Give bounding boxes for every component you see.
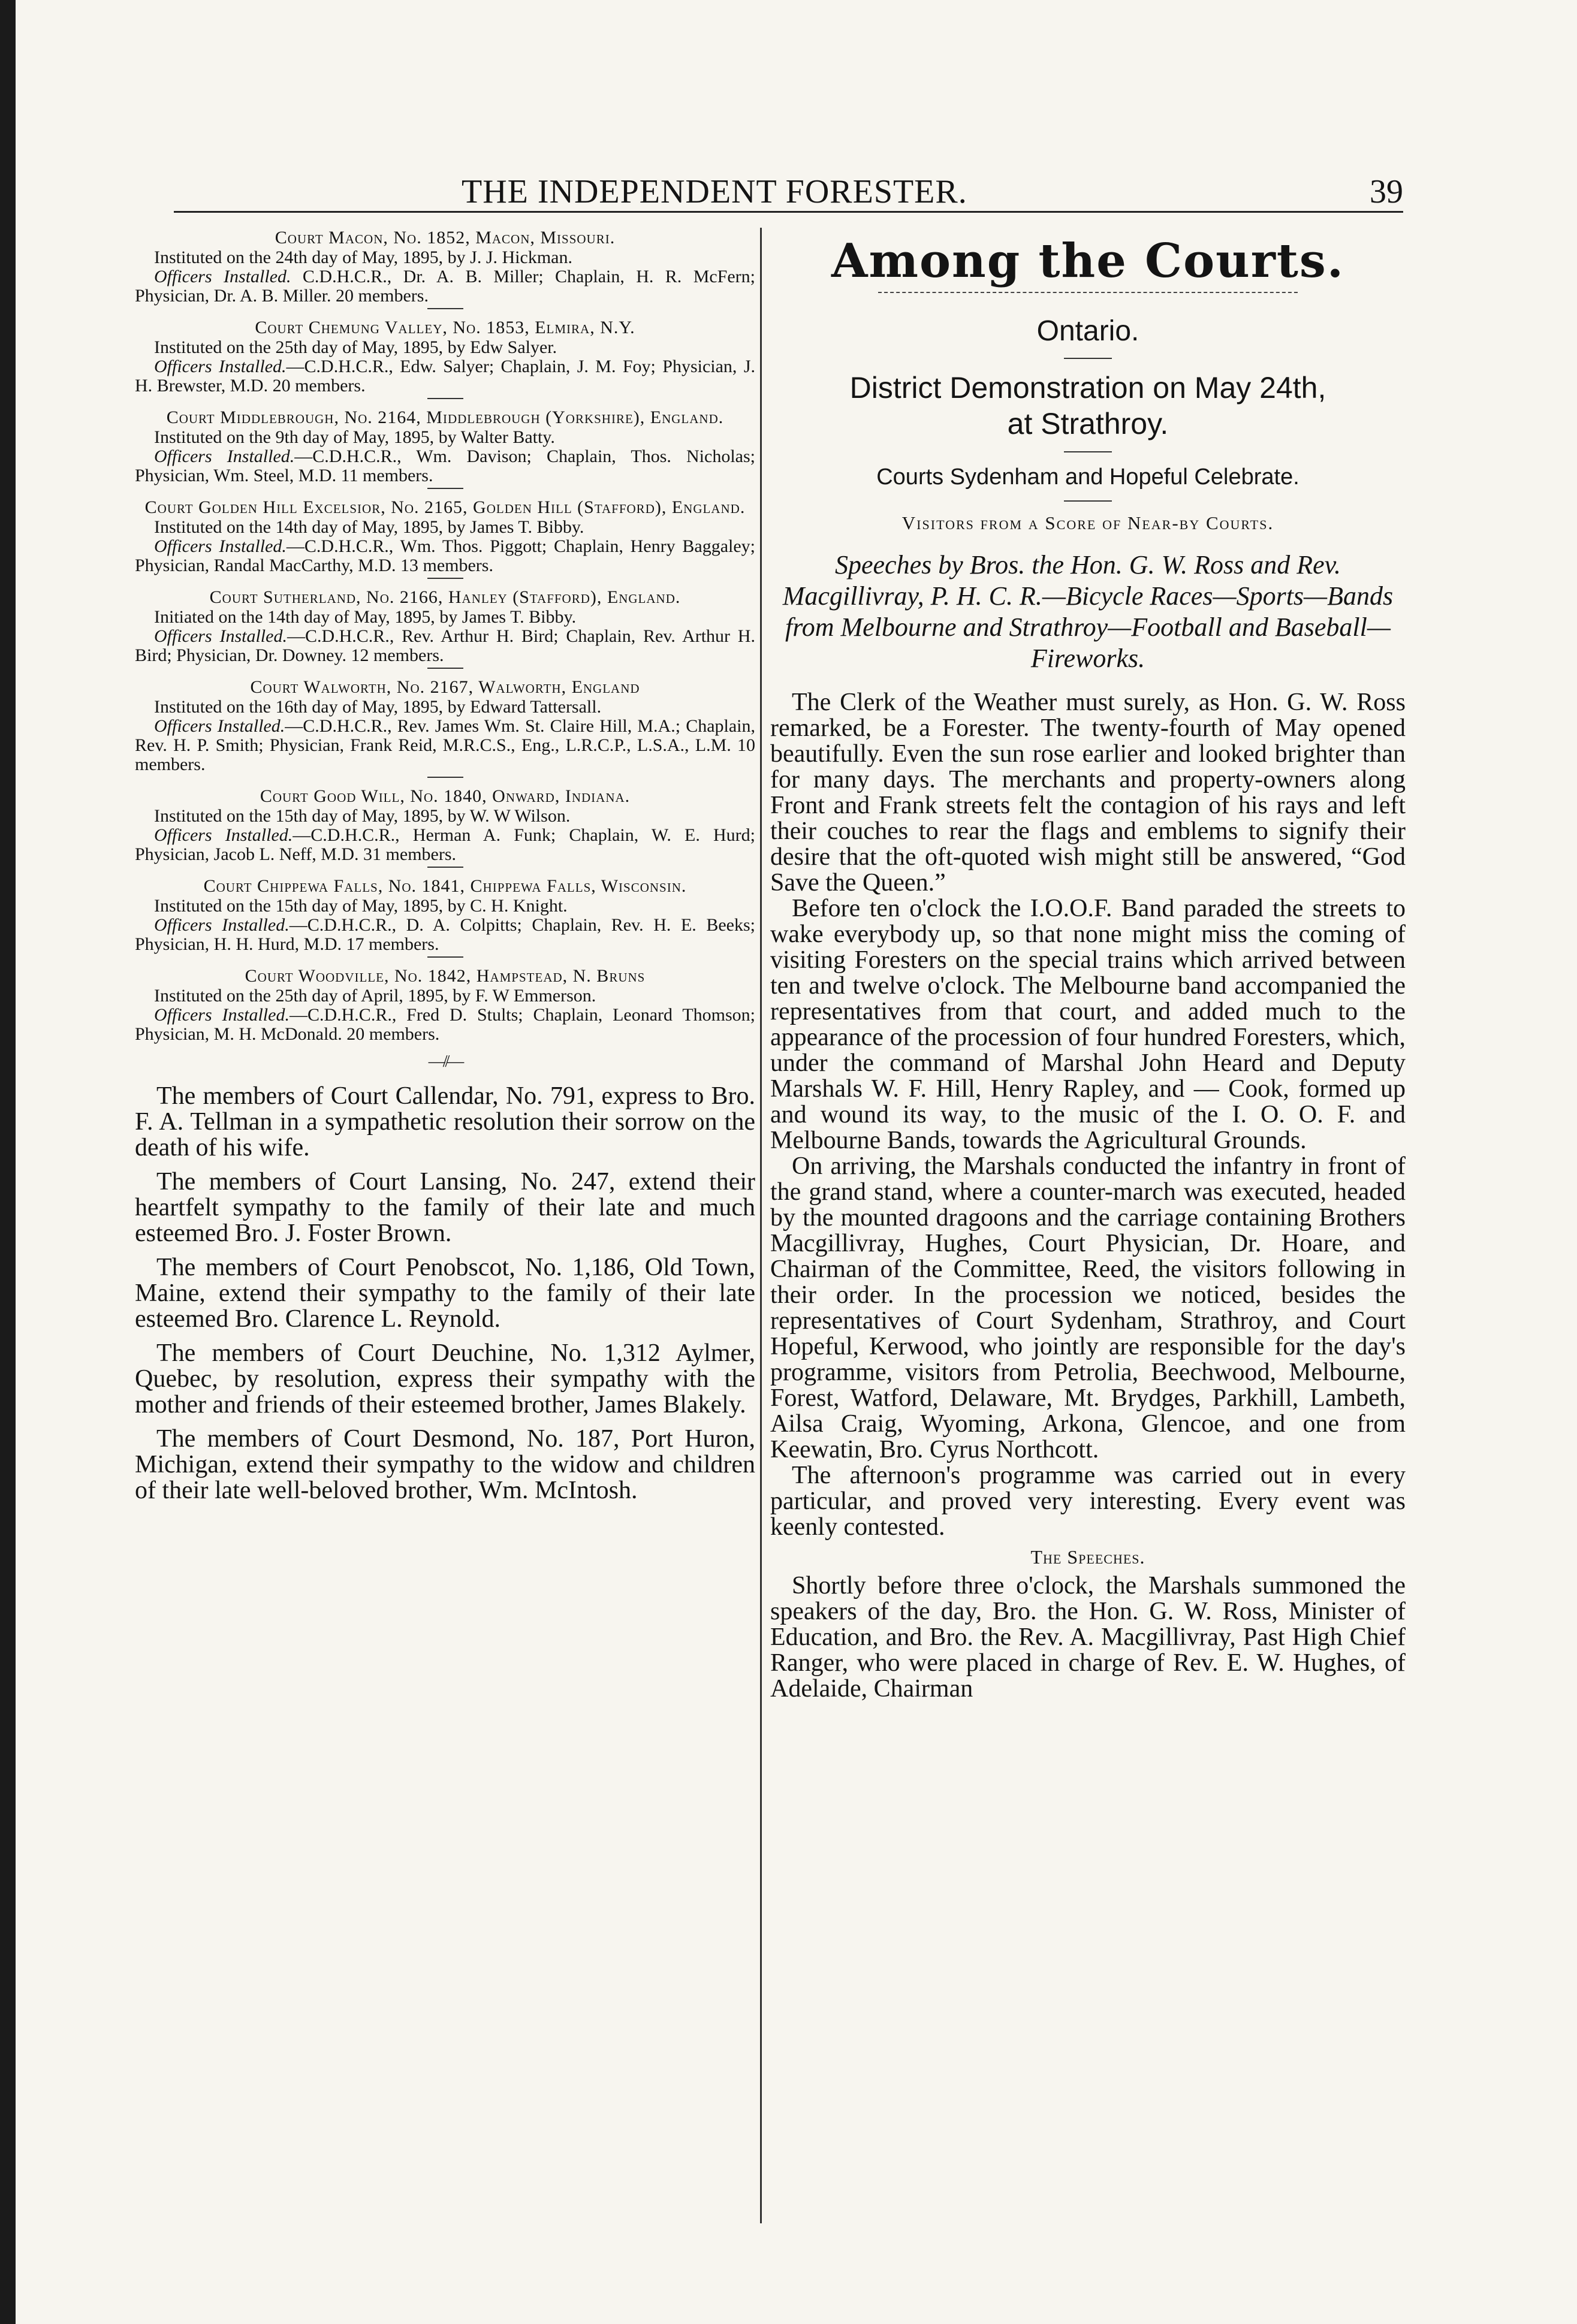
officers-label: Officers Installed. [154, 357, 287, 376]
entry-rule [427, 578, 463, 579]
headline-line-1: District Demonstration on May 24th, [849, 371, 1326, 405]
rule [1064, 358, 1112, 359]
article-paragraph: Shortly before three o'clock, the Marshals summoned the speakers of the day, Bro. the Hon. G. W. Ross, Minister of Education, and Bro. the Rev. A. Macgillivray, Past High Chief Ranger, who were placed in charge of Rev. E. W. Hughes, of Adelaide, Chairman [770, 1572, 1406, 1703]
instituted-text: Instituted on the 16th day of May, 1895, by Edward Tattersall. [154, 697, 602, 717]
officers-label: Officers Installed. [154, 267, 291, 286]
court-entry [135, 786, 755, 868]
officers-label: Officers Installed. [154, 626, 287, 646]
page-number: 39 [1370, 173, 1403, 210]
officers-text [135, 537, 755, 575]
court-title: Court Walworth, No. 2167, Walworth, England [250, 677, 640, 697]
entry-rule [427, 956, 463, 958]
article-paragraph: On arriving, the Marshals conducted the infantry in front of the grand stand, where a counter-march was executed, headed by the mounted dragoons and the carriage containing Brothers Macgillivray, Hughes, Court Physician, Dr. Hoare, and Chairman of the Committee, Reed, the visitors following in their order. In the procession we noticed, besides the representatives of Court Sydenham, Strathroy, and Court Hopeful, Kerwood, who jointly are responsible for the day's programme, visitors from Petrolia, Beechwood, Melbourne, Forest, Watford, Delaware, Mt. Brydges, Parkhill, Lambeth, Ailsa Craig, Wyoming, Arkona, Glencoe, and one from Keewatin, Bro. Cyrus Northcott. [770, 1152, 1406, 1463]
court-entry [135, 497, 755, 579]
instituted-text: Instituted on the 15th day of May, 1895, by W. W Wilson. [154, 806, 571, 826]
officers-label: Officers Installed. [154, 915, 290, 935]
heading-underline [878, 292, 1298, 293]
officers-list: —C.D.H.C.R., Wm. Davison; Chaplain, Thos. Nicholas; Physician, Wm. Steel, M.D. 11 members. [135, 446, 755, 485]
entry-rule [427, 488, 463, 489]
officers-text [135, 717, 755, 774]
rule [1064, 451, 1112, 452]
headline-line-2: at Strathroy. [1007, 407, 1169, 440]
instituted-text: Instituted on the 15th day of May, 1895, by C. H. Knight. [154, 896, 568, 916]
instituted-text: Instituted on the 25th day of April, 1895, by F. W Emmerson. [154, 986, 596, 1006]
officers-label: Officers Installed. [154, 1005, 290, 1025]
officers-text [135, 627, 755, 665]
entry-rule [427, 308, 463, 309]
column-divider [760, 228, 762, 2223]
sympathy-notice: The members of Court Penobscot, No. 1,186, Old Town, Maine, extend their sympathy to the family of their late esteemed Bro. Clarence L. Reynold. [135, 1254, 755, 1333]
officers-list: C.D.H.C.R., Dr. A. B. Miller; Chaplain, H. R. McFern; Physician, Dr. A. B. Miller. 20 members. [135, 267, 756, 306]
court-title: Court Chemung Valley, No. 1853, Elmira, N.Y. [255, 318, 635, 337]
court-entry [135, 677, 755, 778]
officers-label: Officers Installed. [154, 716, 285, 736]
officers-text [135, 1006, 755, 1044]
instituted-text: Instituted on the 25th day of May, 1895, by Edw Salyer. [154, 337, 557, 357]
court-title: Court Chippewa Falls, No. 1841, Chippewa Falls, Wisconsin. [203, 876, 687, 896]
section-separator-ornament: —//— [428, 1052, 462, 1071]
instituted-text: Instituted on the 24th day of May, 1895, by J. J. Hickman. [154, 248, 572, 267]
court-title: Court Middlebrough, No. 2164, Middlebrough (Yorkshire), England. [166, 408, 724, 427]
officers-text [135, 826, 755, 864]
officers-list: —C.D.H.C.R., Wm. Thos. Piggott; Chaplain, Henry Baggaley; Physician, Randal MacCarthy, M.D. 13 members. [135, 536, 755, 575]
officers-list: —C.D.H.C.R., Rev. Arthur H. Bird; Chaplain, Rev. Arthur H. Bird; Physician, Dr. Downey. 12 members. [135, 626, 755, 665]
sympathy-notice: The members of Court Callendar, No. 791, express to Bro. F. A. Tellman in a sympathetic resolution their sorrow on the death of his wife. [135, 1082, 755, 1161]
court-title: Court Woodville, No. 1842, Hampstead, N. Bruns [245, 966, 646, 986]
running-head [180, 173, 1403, 209]
court-title: Court Good Will, No. 1840, Onward, Indiana. [260, 786, 631, 806]
officers-text [135, 267, 755, 306]
officers-list: —C.D.H.C.R., Fred D. Stults; Chaplain, Leonard Thomson; Physician, M. H. McDonald. 20 members. [135, 1005, 755, 1044]
right-column [770, 228, 1406, 1702]
court-entry [135, 876, 755, 958]
officers-list: —C.D.H.C.R., Rev. James Wm. St. Claire Hill, M.A.; Chaplain, Rev. H. P. Smith; Physician, Frank Reid, M.R.C.S., Eng., L.R.C.P., L.S.A., L.M. 10 members. [135, 716, 756, 774]
instituted-text: Instituted on the 14th day of May, 1895, by James T. Bibby. [154, 517, 584, 537]
officers-label: Officers Installed. [154, 536, 287, 556]
sympathy-notice: The members of Court Desmond, No. 187, Port Huron, Michigan, extend their sympathy to the widow and children of their late well-beloved brother, Wm. McIntosh. [135, 1425, 755, 1504]
speeches-subheading: The Speeches. [1030, 1546, 1145, 1568]
entry-rule [427, 867, 463, 868]
article-paragraph: The afternoon's programme was carried out in every particular, and proved very interesting. Every event was keenly contested. [770, 1462, 1406, 1541]
officers-list: —C.D.H.C.R., D. A. Colpitts; Chaplain, Rev. H. E. Beeks; Physician, H. H. Hurd, M.D. 17 members. [135, 915, 755, 954]
sympathy-notice: The members of Court Deuchine, No. 1,312 Aylmer, Quebec, by resolution, express their sympathy with the mother and friends of their esteemed brother, James Blakely. [135, 1339, 755, 1418]
officers-text [135, 916, 755, 954]
left-column [135, 228, 755, 1512]
instituted-text: Initiated on the 14th day of May, 1895, by James T. Bibby. [154, 607, 577, 627]
page-binding-edge [0, 0, 16, 2324]
entry-rule [427, 398, 463, 399]
court-entry [135, 966, 755, 1044]
article-paragraph: Before ten o'clock the I.O.O.F. Band paraded the streets to wake everybody up, so that none might miss the coming of visiting Foresters on the special trains which arrived between ten and twelve o'clock. The Melbourne band accompanied the representatives from that court, and added much to the appearance of the procession of four hundred Foresters, which, under the command of Marshal John Heard and Deputy Marshals W. F. Hill, Henry Rapley, and — Cook, formed up and wound its way, to the music of the I. O. O. F. and Melbourne Bands, towards the Agricultural Grounds. [770, 895, 1406, 1154]
article-paragraph: The Clerk of the Weather must surely, as Hon. G. W. Ross remarked, be a Forester. The twenty-fourth of May opened beautifully. Even the sun rose earlier and looked brighter than for many days. The merchants and property-owners along Front and Frank streets felt the contagion of his rays and left their couches to rear the flags and emblems to signify their desire that the oft-quoted wish might still be answered, “God Save the Queen.” [770, 689, 1406, 897]
entry-rule [427, 668, 463, 669]
court-entry [135, 587, 755, 669]
court-title: Court Sutherland, No. 2166, Hanley (Stafford), England. [209, 587, 681, 607]
section-heading: Among the Courts. [831, 234, 1344, 288]
sympathy-notice: The members of Court Lansing, No. 247, extend their heartfelt sympathy to the family of their late and much esteemed Bro. J. Foster Brown. [135, 1168, 755, 1247]
officers-text [135, 357, 755, 396]
court-title: Court Macon, No. 1852, Macon, Missouri. [275, 228, 616, 248]
officers-label: Officers Installed. [154, 825, 293, 845]
publication-title: THE INDEPENDENT FORESTER. [462, 173, 967, 210]
court-title: Court Golden Hill Excelsior, No. 2165, Golden Hill (Stafford), England. [144, 497, 746, 517]
officers-list: —C.D.H.C.R., Herman A. Funk; Chaplain, W. E. Hurd; Physician, Jacob L. Neff, M.D. 31 members. [135, 825, 756, 864]
officers-text [135, 447, 755, 485]
court-entry [135, 408, 755, 489]
region-heading: Ontario. [1036, 315, 1139, 347]
court-entry [135, 228, 755, 309]
rule [1064, 500, 1112, 502]
subheadline: Courts Sydenham and Hopeful Celebrate. [876, 464, 1299, 490]
instituted-text: Instituted on the 9th day of May, 1895, by Walter Batty. [154, 427, 555, 447]
header-rule [174, 211, 1403, 213]
entry-rule [427, 777, 463, 778]
visitors-deck: Visitors from a Score of Near-by Courts. [901, 512, 1274, 533]
officers-list: —C.D.H.C.R., Edw. Salyer; Chaplain, J. M. Foy; Physician, J. H. Brewster, M.D. 20 members. [135, 357, 755, 396]
officers-label: Officers Installed. [154, 446, 295, 466]
court-entry [135, 318, 755, 399]
summary-deck: Speeches by Bros. the Hon. G. W. Ross and Rev. Macgillivray, P. H. C. R.—Bicycle Races—Sports—Bands from Melbourne and Strathroy—Football and Baseball—Fireworks. [782, 550, 1394, 673]
